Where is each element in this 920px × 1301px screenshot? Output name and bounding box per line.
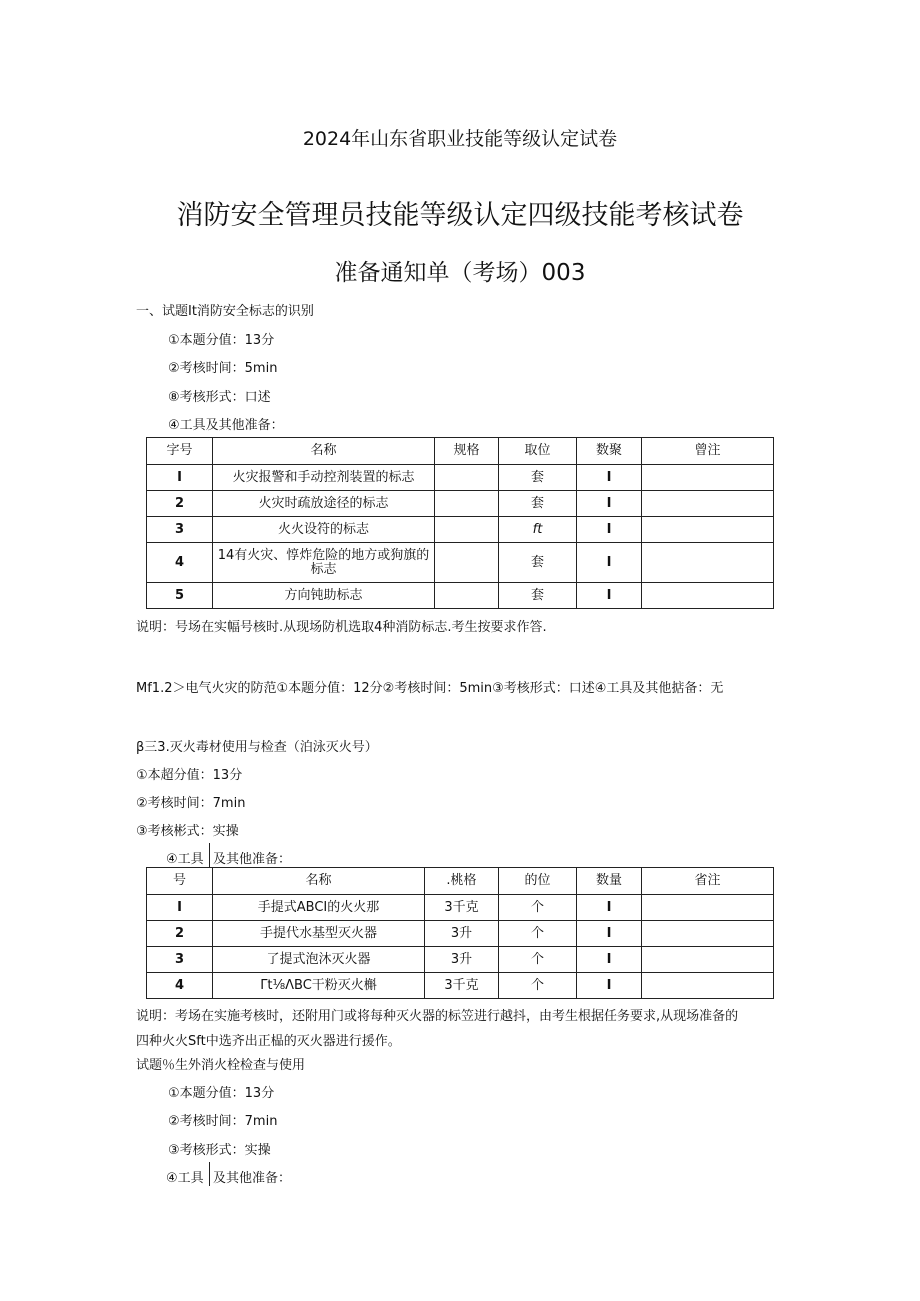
table-cell <box>642 517 774 543</box>
table-cell <box>435 543 499 583</box>
table-cell <box>642 895 774 921</box>
table-cell: I <box>147 465 213 491</box>
table-header-cell: 取位 <box>499 438 577 465</box>
table-cell <box>435 465 499 491</box>
table-header-row <box>147 438 774 465</box>
table-cell: 方向钝助标志 <box>213 583 435 609</box>
table-header-cell: 省注 <box>642 868 774 895</box>
table-row <box>147 543 774 583</box>
table-cell: 3 <box>147 517 213 543</box>
table-row <box>147 973 774 999</box>
table-cell: 3千克 <box>425 895 499 921</box>
table-header-cell: 数聚 <box>577 438 642 465</box>
table-cell <box>642 973 774 999</box>
section3-table <box>146 867 774 999</box>
table-row <box>147 517 774 543</box>
section3-note-line2: 四种火火Sft中选齐出正榀的灭火器进行援作。 <box>136 1034 401 1049</box>
section1-note: 说明：号场在实幅号核时.从现场防机选取4种消防标志.考生按要求作答. <box>136 620 547 635</box>
table-header-row <box>147 868 774 895</box>
exam-top-title: 2024年山东省职业技能等级认定试卷 <box>302 128 618 150</box>
table-cell: 14有火灾、惇炸危险的地方或狗旗的标志 <box>213 543 435 583</box>
table-cell: I <box>577 517 642 543</box>
table-cell: 3 <box>147 947 213 973</box>
table-header-cell: 名称 <box>213 438 435 465</box>
table-cell: I <box>577 947 642 973</box>
table-cell: 个 <box>499 947 577 973</box>
section1-form: ⑧考核形式：口述 <box>168 390 271 405</box>
table-cell <box>642 543 774 583</box>
table-header-cell: .桃格 <box>425 868 499 895</box>
table-cell: 个 <box>499 921 577 947</box>
table-cell <box>642 465 774 491</box>
table-cell: I <box>577 465 642 491</box>
margin-bar <box>209 1162 210 1186</box>
table-cell: 了提式泡沐灭火器 <box>213 947 425 973</box>
table-cell: 个 <box>499 973 577 999</box>
table-cell: ft <box>499 517 577 543</box>
section3-tools-label: ④工具 <box>166 852 204 867</box>
table-cell: 套 <box>499 543 577 583</box>
table-cell <box>435 491 499 517</box>
exam-subtitle: 准备通知单（考场）003 <box>334 260 586 286</box>
section3-note-line1: 说明：考场在实施考核时，还附用门或将每种灭火器的标笠进行越抖，由考生根据任务要求,从现场准备的 <box>136 1009 739 1024</box>
table-header-cell: 曾注 <box>642 438 774 465</box>
table-row <box>147 491 774 517</box>
table-cell: 2 <box>147 921 213 947</box>
table-header-cell: 字号 <box>147 438 213 465</box>
section1-time: ②考核时间：5min <box>168 361 278 376</box>
table-cell: Γt⅛ΛBC干粉灭火槲 <box>213 973 425 999</box>
section3-tools-rest: 及其他准备： <box>213 852 292 867</box>
table-header-cell: 号 <box>147 868 213 895</box>
table-cell: 4 <box>147 543 213 583</box>
table-cell: 5 <box>147 583 213 609</box>
table-cell: 套 <box>499 583 577 609</box>
table-cell: 火火设符的标志 <box>213 517 435 543</box>
table-cell: I <box>577 491 642 517</box>
section1-table <box>146 437 774 609</box>
table-header-cell: 的位 <box>499 868 577 895</box>
table-row <box>147 583 774 609</box>
table-row <box>147 895 774 921</box>
section3-score: ①本超分值：13分 <box>136 768 243 783</box>
table-header-cell: 名称 <box>213 868 425 895</box>
table-header-cell: 规格 <box>435 438 499 465</box>
table-cell: I <box>577 583 642 609</box>
table-cell <box>642 491 774 517</box>
table-cell: 4 <box>147 973 213 999</box>
section4-tools-rest: 及其他准备： <box>213 1171 292 1186</box>
table-header-cell: 数量 <box>577 868 642 895</box>
table-row <box>147 921 774 947</box>
table-cell <box>642 583 774 609</box>
table-cell: 火灾报警和手动控剂装置的标志 <box>213 465 435 491</box>
table-cell: 火灾时疏放途径的标志 <box>213 491 435 517</box>
section4-tools-label: ④工具 <box>166 1171 204 1186</box>
section1-score: ①本题分值：13分 <box>168 333 275 348</box>
section3-title: β三3.灭火毒材使用与检查（泊泳灭火号） <box>136 740 378 755</box>
section4-score: ①本题分值：13分 <box>168 1086 275 1101</box>
table-cell: I <box>577 543 642 583</box>
table-cell: 手提代水基型灭火器 <box>213 921 425 947</box>
table-cell: 3升 <box>425 947 499 973</box>
margin-bar <box>209 843 210 867</box>
section4-time: ②考核时间：7min <box>168 1114 278 1129</box>
table-cell <box>435 517 499 543</box>
section3-time: ②考核时间：7min <box>136 796 246 811</box>
section1-title: 一、试题It消防安全标志的识别 <box>136 304 314 319</box>
section4-form: ③考核形式：实操 <box>168 1143 271 1158</box>
table-cell: 套 <box>499 491 577 517</box>
table-cell <box>642 947 774 973</box>
section1-tools: ④工具及其他准备： <box>168 418 284 433</box>
table-cell: 3升 <box>425 921 499 947</box>
section2-line: Mf1.2＞电气火灾的防范①本题分值：12分②考核时间：5min③考核形式：口述④工具及其他掂备：无 <box>136 681 724 696</box>
table-row <box>147 465 774 491</box>
exam-main-title: 消防安全管理员技能等级认定四级技能考核试卷 <box>176 200 744 231</box>
table-cell: 3千克 <box>425 973 499 999</box>
table-cell <box>435 583 499 609</box>
table-cell: I <box>577 921 642 947</box>
table-cell: I <box>577 895 642 921</box>
table-cell: I <box>147 895 213 921</box>
table-cell: 手提式ABCI的火火那 <box>213 895 425 921</box>
table-cell: 2 <box>147 491 213 517</box>
table-cell: 个 <box>499 895 577 921</box>
table-cell: I <box>577 973 642 999</box>
table-row <box>147 947 774 973</box>
table-cell: 套 <box>499 465 577 491</box>
section4-title: 试题％生外消火栓检查与使用 <box>136 1058 306 1073</box>
table-cell <box>642 921 774 947</box>
section3-form: ③考核彬式：实操 <box>136 824 239 839</box>
